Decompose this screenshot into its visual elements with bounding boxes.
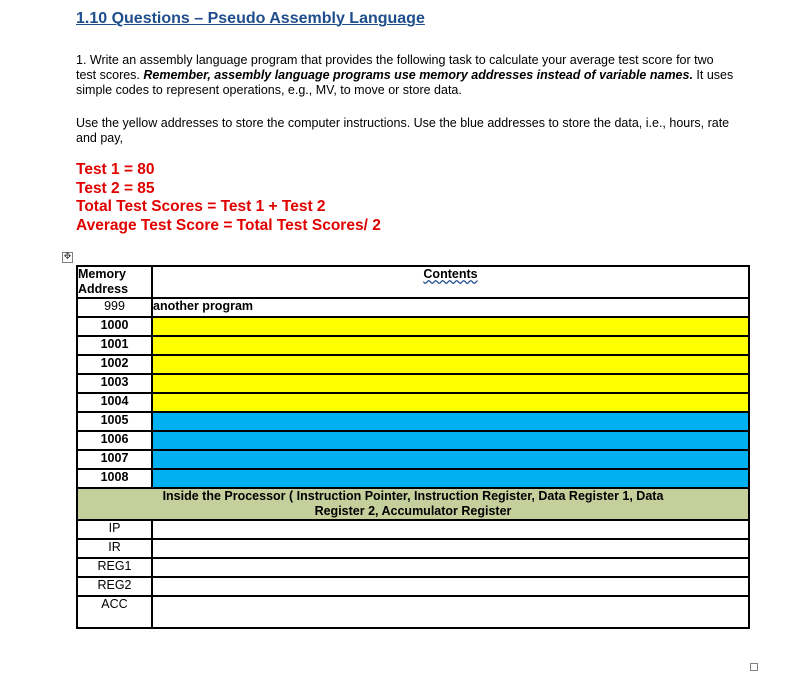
- address-cell: 1003: [77, 374, 152, 393]
- resize-square-icon[interactable]: [750, 663, 758, 671]
- table-row: [77, 355, 749, 374]
- formula-line: Test 2 = 85: [76, 179, 155, 197]
- register-contents-cell[interactable]: [152, 520, 749, 539]
- formula-line: Total Test Scores = Test 1 + Test 2: [76, 198, 326, 215]
- header-contents: [152, 266, 749, 298]
- address-cell: 1007: [77, 450, 152, 469]
- move-cross-icon[interactable]: ✥: [63, 252, 72, 262]
- formula-line: Test 1 = 80: [76, 161, 155, 178]
- register-contents-cell[interactable]: [152, 577, 749, 596]
- header-memory-address: Memory Address: [77, 266, 152, 298]
- data-contents-cell[interactable]: [152, 412, 749, 431]
- table-row: [77, 336, 749, 355]
- register-name-cell: REG1: [77, 558, 152, 577]
- register-name-cell: REG2: [77, 577, 152, 596]
- instruction-contents-cell[interactable]: [152, 317, 749, 336]
- header-contents-label: Contents: [423, 267, 478, 281]
- question-text-1: 1. Write an assembly language program that provides the following task to calculate your average test score for two test scores.: [76, 53, 714, 82]
- address-cell: 1004: [77, 393, 152, 412]
- table-row: [77, 431, 749, 450]
- register-row: [77, 577, 749, 596]
- register-name-cell: IR: [77, 539, 152, 558]
- instruction-contents-cell[interactable]: [152, 393, 749, 412]
- instruction-contents-cell[interactable]: [152, 374, 749, 393]
- instruction-paragraph: Use the yellow addresses to store the computer instructions. Use the blue addresses to store the data, i.e., hours, rate and pay,: [76, 116, 730, 145]
- register-contents-cell[interactable]: [152, 558, 749, 577]
- data-contents-cell[interactable]: [152, 450, 749, 469]
- table-row: [77, 317, 749, 336]
- table-row: [77, 374, 749, 393]
- memory-table: [76, 265, 750, 629]
- register-row: [77, 596, 749, 628]
- table-header-row: [77, 266, 749, 298]
- page-title: 1.10 Questions – Pseudo Assembly Language: [76, 10, 425, 27]
- address-cell: 1002: [77, 355, 152, 374]
- register-contents-cell[interactable]: [152, 539, 749, 558]
- table-row: [77, 469, 749, 488]
- processor-label: [77, 488, 749, 520]
- address-cell: 1006: [77, 431, 152, 450]
- register-row: [77, 539, 749, 558]
- question-paragraph: [76, 53, 736, 98]
- processor-header-row: [77, 488, 749, 520]
- table-row: [77, 298, 749, 317]
- table-row: [77, 393, 749, 412]
- formula-list: [76, 161, 381, 235]
- formula-line: Average Test Score = Total Test Scores/ 2: [76, 216, 381, 234]
- instruction-contents-cell[interactable]: [152, 355, 749, 374]
- address-cell: 1008: [77, 469, 152, 488]
- question-emphasis: Remember, assembly language programs use memory addresses instead of variable names.: [143, 68, 693, 82]
- data-contents-cell[interactable]: [152, 431, 749, 450]
- data-contents-cell[interactable]: [152, 469, 749, 488]
- address-cell: 1001: [77, 336, 152, 355]
- processor-label-text: Inside the Processor ( Instruction Pointer, Instruction Register, Data Register 1, Data Register 2, Accumulator Register: [162, 489, 664, 518]
- register-row: [77, 520, 749, 539]
- register-contents-cell[interactable]: [152, 596, 749, 628]
- register-name-cell: ACC: [77, 596, 152, 628]
- table-row: [77, 412, 749, 431]
- instruction-contents-cell[interactable]: [152, 336, 749, 355]
- question-text-2: It uses simple codes to represent operations, e.g., MV, to move or store data.: [76, 68, 734, 97]
- table-row: [77, 450, 749, 469]
- address-cell: 1000: [77, 317, 152, 336]
- address-cell: 999: [77, 298, 152, 317]
- register-name-cell: IP: [77, 520, 152, 539]
- register-row: [77, 558, 749, 577]
- address-cell: 1005: [77, 412, 152, 431]
- contents-cell[interactable]: another program: [152, 298, 749, 317]
